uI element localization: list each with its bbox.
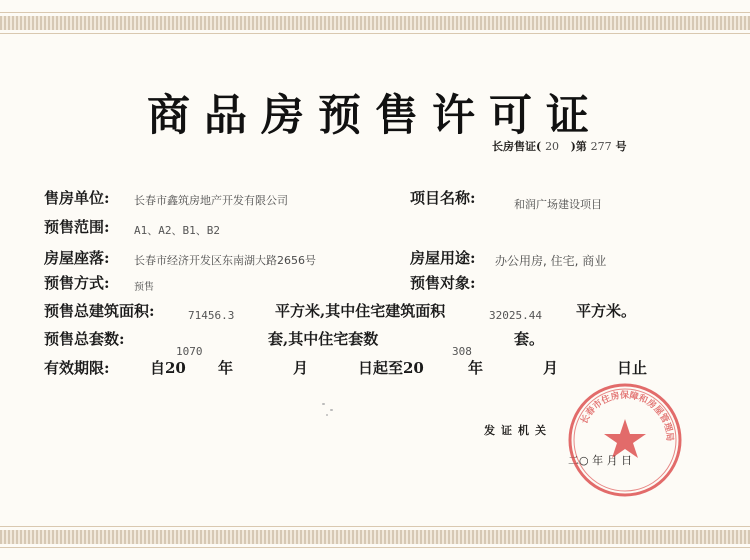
bottom-decorative-border	[0, 530, 750, 544]
project-label: 项目名称:	[410, 189, 476, 207]
scope-value: A1、A2、B1、B2	[134, 224, 220, 237]
area-mid-text: 平方米,其中住宅建筑面积	[275, 302, 446, 320]
validity-end: 日止	[617, 359, 648, 377]
certificate-number	[492, 138, 626, 154]
number-prefix: 长房售证(	[492, 140, 542, 153]
top-decorative-border	[0, 16, 750, 30]
sets-residential: 308	[452, 345, 472, 358]
top-border-line-inner	[0, 33, 750, 34]
number-value: 277	[590, 140, 612, 153]
certificate-title: 商品房预售许可证	[147, 91, 603, 141]
bottom-border-line-inner	[0, 526, 750, 527]
area-total: 71456.3	[188, 309, 235, 322]
target-label: 预售对象:	[410, 274, 476, 292]
method-value: 预售	[134, 282, 154, 293]
validity-month2: 月	[543, 359, 559, 377]
number-year: 20	[545, 140, 560, 153]
sets-mid-text: 套,其中住宅套数	[268, 330, 379, 348]
validity-day-to: 日起至20	[358, 359, 424, 377]
official-seal-icon	[566, 381, 684, 499]
bottom-border-line	[0, 547, 750, 548]
number-suffix: 号	[615, 140, 627, 153]
seller-label: 售房单位:	[44, 189, 110, 207]
seal-text: 长春市住房保障和房屋管理局	[579, 390, 675, 442]
number-mid: )第	[570, 140, 587, 153]
issuer-label: 发证机关	[484, 424, 552, 437]
sets-label: 预售总套数:	[44, 330, 125, 348]
validity-label: 有效期限:	[44, 359, 110, 377]
validity-month1: 月	[293, 359, 309, 377]
seal-star-icon	[604, 419, 646, 458]
method-label: 预售方式:	[44, 274, 110, 292]
scope-label: 预售范围:	[44, 218, 110, 236]
sets-total: 1070	[176, 345, 203, 358]
location-value: 长春市经济开发区东南湖大路2656号	[134, 254, 316, 267]
usage-value: 办公用房, 住宅, 商业	[495, 254, 607, 268]
location-label: 房屋座落:	[44, 249, 110, 267]
validity-year2: 年	[468, 359, 484, 377]
area-unit: 平方米。	[576, 302, 637, 320]
top-border-line	[0, 12, 750, 13]
seller-value: 长春市鑫筑房地产开发有限公司	[134, 194, 288, 207]
validity-from: 自20	[150, 359, 186, 377]
usage-label: 房屋用途:	[410, 249, 476, 267]
issue-date: 二○ 年 月 日	[568, 454, 633, 467]
project-value: 和润广场建设项目	[514, 198, 602, 211]
area-residential: 32025.44	[489, 309, 542, 322]
sets-unit: 套。	[514, 330, 545, 348]
area-label: 预售总建筑面积:	[44, 302, 155, 320]
validity-year1: 年	[218, 359, 234, 377]
